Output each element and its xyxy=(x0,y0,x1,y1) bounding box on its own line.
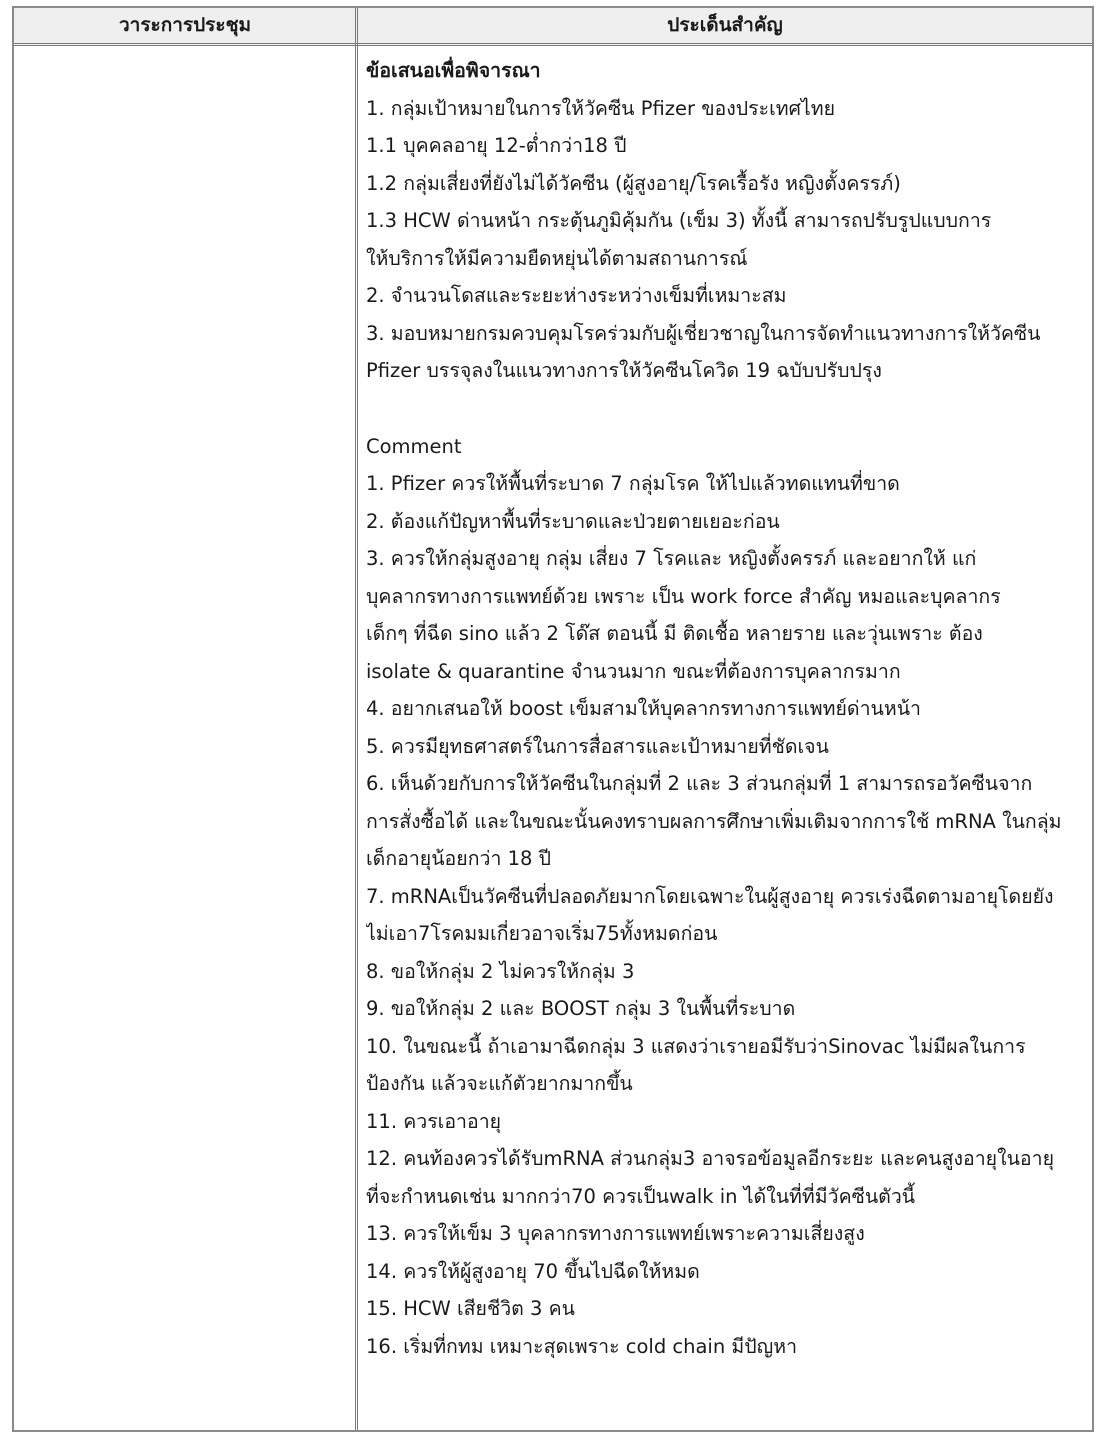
proposal-line: 1.1 บุคคลอายุ 12-ต่ำกว่า18 ปี xyxy=(366,134,627,157)
comment-line: 3. ควรให้กลุ่มสูงอายุ กลุ่ม เสี่ยง 7 โรคและ หญิงตั้งครรภ์ และอยากให้ แก่ xyxy=(366,547,977,570)
proposal-line: 3. มอบหมายกรมควบคุมโรคร่วมกับผู้เชี่ยวชาญในการจัดทำแนวทางการให้วัคซีน xyxy=(366,321,1041,345)
comment-line: 15. HCW เสียชีวิต 3 คน xyxy=(366,1297,575,1320)
comment-line: 10. ในขณะนี้ ถ้าเอามาฉีดกลุ่ม 3 แสดงว่าเรายอมีรับว่าSinovac ไม่มีผลในการ xyxy=(366,1034,1026,1058)
comment-line: ไม่เอา7โรคมมเกี่ยวอาจเริ่ม75ทั้งหมดก่อน xyxy=(366,922,718,945)
comment-line: เด็กๆ ที่ฉีด sino แล้ว 2 โด๊ส ตอนนี้ มี ติดเชื้อ หลายราย และวุ่นเพราะ ต้อง xyxy=(366,622,983,645)
header-agenda: วาระการประชุม xyxy=(118,14,252,36)
comment-line: 6. เห็นด้วยกับการให้วัคซีนในกลุ่มที่ 2 และ 3 ส่วนกลุ่มที่ 1 สามารถรอวัคซีนจาก xyxy=(366,772,1033,795)
comment-title: Comment xyxy=(366,434,462,458)
comment-line: 16. เริ่มที่กทม เหมาะสุดเพราะ cold chain มีปัญหา xyxy=(366,1334,798,1358)
comment-line: 14. ควรให้ผู้สูงอายุ 70 ขึ้นไปฉีดให้หมด xyxy=(366,1259,700,1283)
comment-line: 1. Pfizer ควรให้พื้นที่ระบาด 7 กลุ่มโรค ให้ไปแล้วทดแทนที่ขาด xyxy=(366,472,900,495)
proposal-list xyxy=(366,90,1088,390)
comment-line: 9. ขอให้กลุ่ม 2 และ BOOST กลุ่ม 3 ในพื้นที่ระบาด xyxy=(366,997,796,1020)
comment-line: เด็กอายุน้อยกว่า 18 ปี xyxy=(366,847,551,870)
comment-line: isolate & quarantine จำนวนมาก ขณะที่ต้องการบุคลากรมาก xyxy=(366,659,901,683)
header-key-issues: ประเด็นสำคัญ xyxy=(667,14,783,36)
comment-line: บุคลากรทางการแพทย์ด้วย เพราะ เป็น work force สำคัญ หมอและบุคลากร xyxy=(366,584,1001,608)
proposal-line: Pfizer บรรจุลงในแนวทางการให้วัคซีนโควิด 19 ฉบับปรับปรุง xyxy=(366,359,882,382)
proposal-line: ให้บริการให้มีความยืดหยุ่นได้ตามสถานการณ์ xyxy=(366,246,748,270)
comment-list xyxy=(366,465,1088,1365)
proposal-line: 1.2 กลุ่มเสี่ยงที่ยังไม่ได้วัคซีน (ผู้สูงอายุ/โรคเรื้อรัง หญิงตั้งครรภ์) xyxy=(366,171,901,195)
agenda-cell xyxy=(14,46,355,1430)
column-divider xyxy=(355,8,358,1430)
comment-line: ที่จะกำหนดเช่น มากกว่า70 ควรเป็นwalk in ได้ในที่ที่มีวัคซีนตัวนี้ xyxy=(366,1184,916,1208)
key-issues-cell xyxy=(366,52,1088,1365)
comment-line: 5. ควรมียุทธศาสตร์ในการสื่อสารและเป้าหมายที่ชัดเจน xyxy=(366,734,829,758)
comment-line: ป้องกัน แล้วจะแก้ตัวยากมากขึ้น xyxy=(366,1072,633,1095)
proposal-line: 2. จำนวนโดสและระยะห่างระหว่างเข็มที่เหมาะสม xyxy=(366,284,787,307)
comment-line: 12. คนท้องควรได้รับmRNA ส่วนกลุ่ม3 อาจรอข้อมูลอีกระยะ และคนสูงอายุในอายุ xyxy=(366,1147,1055,1170)
proposal-title: ข้อเสนอเพื่อพิจารณา xyxy=(366,59,541,82)
comment-line: 13. ควรให้เข็ม 3 บุคลากรทางการแพทย์เพราะความเสี่ยงสูง xyxy=(366,1222,865,1245)
table-header-row xyxy=(14,8,1092,46)
comment-line: 4. อยากเสนอให้ boost เข็มสามให้บุคลากรทางการแพทย์ด่านหน้า xyxy=(366,697,921,720)
proposal-line: 1. กลุ่มเป้าหมายในการให้วัคซีน Pfizer ของประเทศไทย xyxy=(366,96,836,120)
comment-line: 7. mRNAเป็นวัคซีนที่ปลอดภัยมากโดยเฉพาะในผู้สูงอายุ ควรเร่งฉีดตามอายุโดยยัง xyxy=(366,884,1054,908)
comment-line: การสั่งซื้อได้ และในขณะนั้นคงทราบผลการศึกษาเพิ่มเติมจากการใช้ mRNA ในกลุ่ม xyxy=(366,809,1062,833)
section-spacer xyxy=(366,390,1088,428)
proposal-line: 1.3 HCW ด่านหน้า กระตุ้นภูมิคุ้มกัน (เข็ม 3) ทั้งนี้ สามารถปรับรูปแบบการ xyxy=(366,209,992,232)
comment-line: 2. ต้องแก้ปัญหาพื้นที่ระบาดและป่วยตายเยอะก่อน xyxy=(366,509,780,533)
meeting-table xyxy=(12,6,1094,1432)
comment-line: 8. ขอให้กลุ่ม 2 ไม่ควรให้กลุ่ม 3 xyxy=(366,959,635,983)
comment-line: 11. ควรเอาอายุ xyxy=(366,1109,502,1133)
